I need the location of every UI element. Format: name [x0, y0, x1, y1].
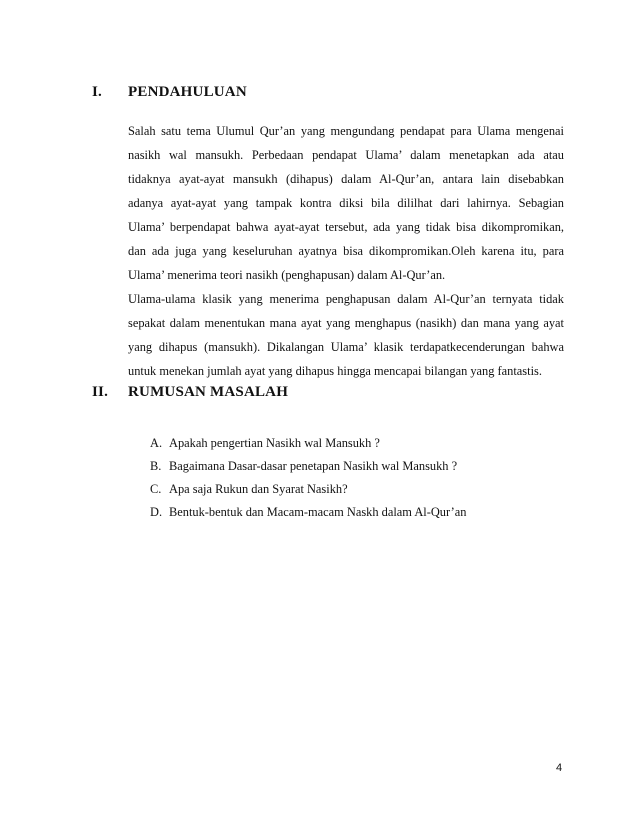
paragraph-line: Salah satu tema Ulumul Qur’an yang mengundang pendapat para Ulama mengenai [128, 124, 564, 138]
list-text: Apakah pengertian Nasikh wal Mansukh ? [169, 436, 380, 450]
paragraph-line: tidaknya ayat-ayat mansukh (dihapus) dalam Al-Qur’an, antara lain disebabkan [128, 172, 564, 186]
list-text: Bagaimana Dasar-dasar penetapan Nasikh wal Mansukh ? [169, 459, 458, 473]
list-marker: C. [150, 482, 162, 496]
list-marker: B. [150, 459, 162, 473]
section-number: II. [92, 384, 109, 400]
paragraph-line: untuk menekan jumlah ayat yang dihapus hingga mencapai bilangan yang fantastis. [128, 364, 542, 378]
page-number: 4 [556, 762, 563, 774]
section-title: PENDAHULUAN [128, 84, 247, 100]
list-marker: A. [150, 436, 163, 450]
section-number: I. [92, 84, 102, 100]
paragraph-line: Ulama’ menerima teori nasikh (penghapusan) dalam Al-Qur’an. [128, 268, 446, 282]
section-title: RUMUSAN MASALAH [128, 384, 289, 400]
paragraph-line: yang dihapus (mansukh). Dikalangan Ulama’ klasik terdapatkecenderungan bahwa [128, 340, 564, 354]
list-marker: D. [150, 505, 163, 519]
list-text: Bentuk-bentuk dan Macam-macam Naskh dalam Al-Qur’an [169, 505, 467, 519]
paragraph-line: Ulama-ulama klasik yang menerima penghapusan dalam Al-Qur’an ternyata tidak [128, 292, 564, 306]
paragraph-line: adanya ayat-ayat yang tampak kontra diksi bila dililhat dari lahirnya. Sebagian [128, 196, 564, 210]
list-text: Apa saja Rukun dan Syarat Nasikh? [169, 482, 348, 496]
paragraph-line: Ulama’ berpendapat bahwa ayat-ayat tersebut, ada yang tidak bisa dikompromikan, [128, 220, 564, 234]
paragraph-line: dan ada juga yang keseluruhan ayatnya bisa dikompromikan.Oleh karena itu, para [128, 244, 564, 258]
paragraph-line: nasikh wal mansukh. Perbedaan pendapat Ulama’ dalam menetapkan ada atau [128, 148, 564, 162]
paragraph-line: sepakat dalam menentukan mana ayat yang menghapus (nasikh) dan mana yang ayat [128, 316, 564, 330]
